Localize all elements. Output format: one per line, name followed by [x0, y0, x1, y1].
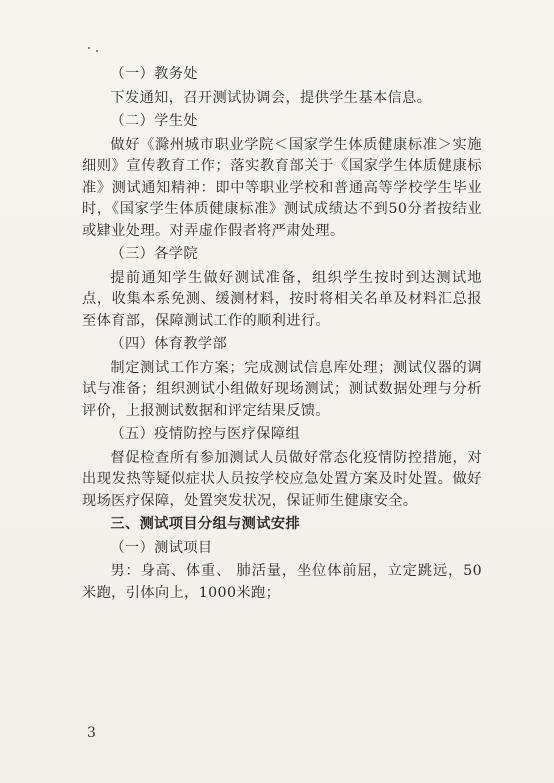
- page-number: 3: [87, 725, 96, 741]
- scan-speck: [96, 50, 98, 52]
- scan-speck: [88, 47, 90, 49]
- paragraph-jiaowuchu: 下发通知，召开测试协调会，提供学生基本信息。: [110, 89, 432, 106]
- section-heading-tiyujiaoxuebu: （四）体育教学部: [110, 336, 228, 352]
- section-heading-xueshengchu: （二）学生处: [110, 113, 198, 129]
- document-body: [82, 62, 482, 604]
- paragraph-tiyujiaoxuebu: 制定测试工作方案；完成测试信息库处理；测试仪器的调试与准备；组织测试小组做好现场测试；测试数据处理与分析评价，上报测试数据和评定结果反馈。: [82, 359, 482, 419]
- section-heading-gexueyuan: （三）各学院: [110, 246, 198, 262]
- chapter-heading-ceshi-anpai: 三、测试项目分组与测试安排: [110, 516, 301, 532]
- paragraph-xueshengchu: 做好《滁州城市职业学院＜国家学生体质健康标准＞实施细则》宣传教育工作；落实教育部关于《国家学生体质健康标准》测试通知精神：即中等职业学校和普通高等学校学生毕业时，《国家学生体质健康标准》测试成绩达不到50分者按结业或肄业处理。对弄虚作假者将严肃处理。: [82, 136, 482, 239]
- section-heading-jiaowuchu: （一）教务处: [110, 66, 198, 82]
- section-heading-yiqingfangkong: （五）疫情防控与医疗保障组: [110, 426, 301, 442]
- paragraph-ceshi-xiangmu-male: 男：身高、体重、 肺活量，坐位体前屈，立定跳远，50米跑，引体向上，1000米跑；: [82, 563, 482, 601]
- paragraph-yiqingfangkong: 督促检查所有参加测试人员做好常态化疫情防控措施，对出现发热等疑似症状人员按学校应急处置方案及时处置。做好现场医疗保障，处置突发状况，保证师生健康安全。: [82, 449, 482, 509]
- section-heading-ceshi-xiangmu: （一）测试项目: [110, 539, 213, 556]
- paragraph-gexueyuan: 提前通知学生做好测试准备，组织学生按时到达测试地点，收集本系免测、缓测材料，按时将相关名单及材料汇总报至体育部，保障测试工作的顺利进行。: [82, 269, 482, 329]
